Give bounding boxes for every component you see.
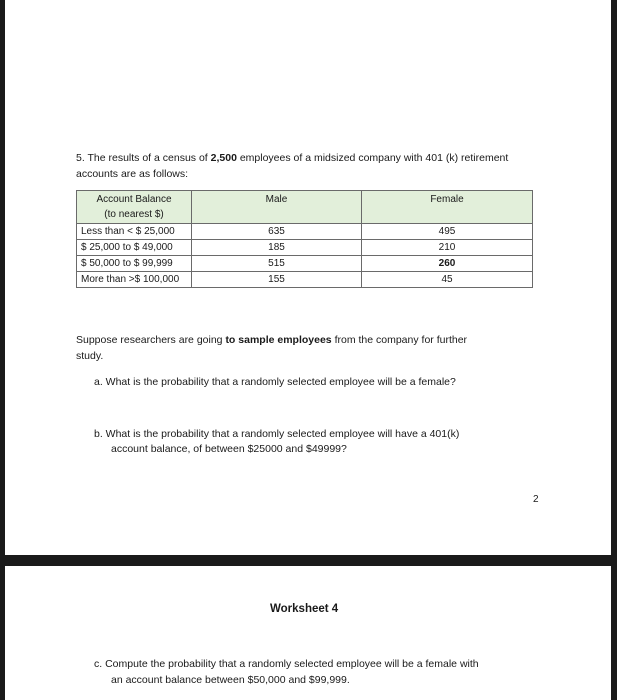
table-header-row (77, 191, 533, 224)
question-text: employees of a midsized company with 401 (k) retirement (236, 152, 509, 164)
question-b-line-2: account balance, of between $25000 and $49999? (111, 443, 347, 455)
worksheet-page-3 (5, 566, 611, 700)
range-cell: $ 25,000 to $ 49,000 (77, 240, 192, 256)
table-row (77, 240, 533, 256)
census-table (76, 190, 533, 288)
range-cell: Less than < $ 25,000 (77, 224, 192, 240)
question-5-line-2: accounts are as follows: (76, 168, 189, 180)
male-cell: 635 (192, 224, 362, 240)
male-cell: 515 (192, 256, 362, 272)
suppose-text: from the company for further (331, 334, 468, 346)
worksheet-title: Worksheet 4 (270, 603, 339, 615)
header-label: (to nearest $) (104, 209, 164, 220)
suppose-line-1 (76, 333, 467, 348)
female-cell: 260 (362, 256, 533, 272)
page-number: 2 (533, 494, 539, 505)
male-cell: 155 (192, 272, 362, 288)
question-c-line-2: an account balance between $50,000 and $99,999. (111, 674, 350, 686)
table-row (77, 256, 533, 272)
header-label: Account Balance (96, 194, 172, 205)
header-female: Female (362, 191, 533, 224)
table-row (77, 272, 533, 288)
question-text: 5. The results of a census of (76, 152, 211, 164)
question-c-line-1: c. Compute the probability that a randomly selected employee will be a female with (94, 658, 479, 670)
female-cell: 495 (362, 224, 533, 240)
employee-count: 2,500 (210, 152, 237, 164)
female-cell: 210 (362, 240, 533, 256)
question-5-line-1 (76, 151, 508, 166)
suppose-emphasis: to sample employees (225, 334, 332, 346)
table-row (77, 224, 533, 240)
suppose-text: Suppose researchers are going (76, 334, 226, 346)
question-a: a. What is the probability that a randomly selected employee will be a female? (94, 376, 456, 388)
question-b-line-1: b. What is the probability that a randomly selected employee will have a 401(k) (94, 428, 460, 440)
male-cell: 185 (192, 240, 362, 256)
worksheet-page-2 (5, 0, 611, 555)
header-account-balance (77, 191, 192, 224)
female-cell: 45 (362, 272, 533, 288)
header-male: Male (192, 191, 362, 224)
range-cell: More than >$ 100,000 (77, 272, 192, 288)
range-cell: $ 50,000 to $ 99,999 (77, 256, 192, 272)
suppose-line-2: study. (76, 350, 104, 362)
